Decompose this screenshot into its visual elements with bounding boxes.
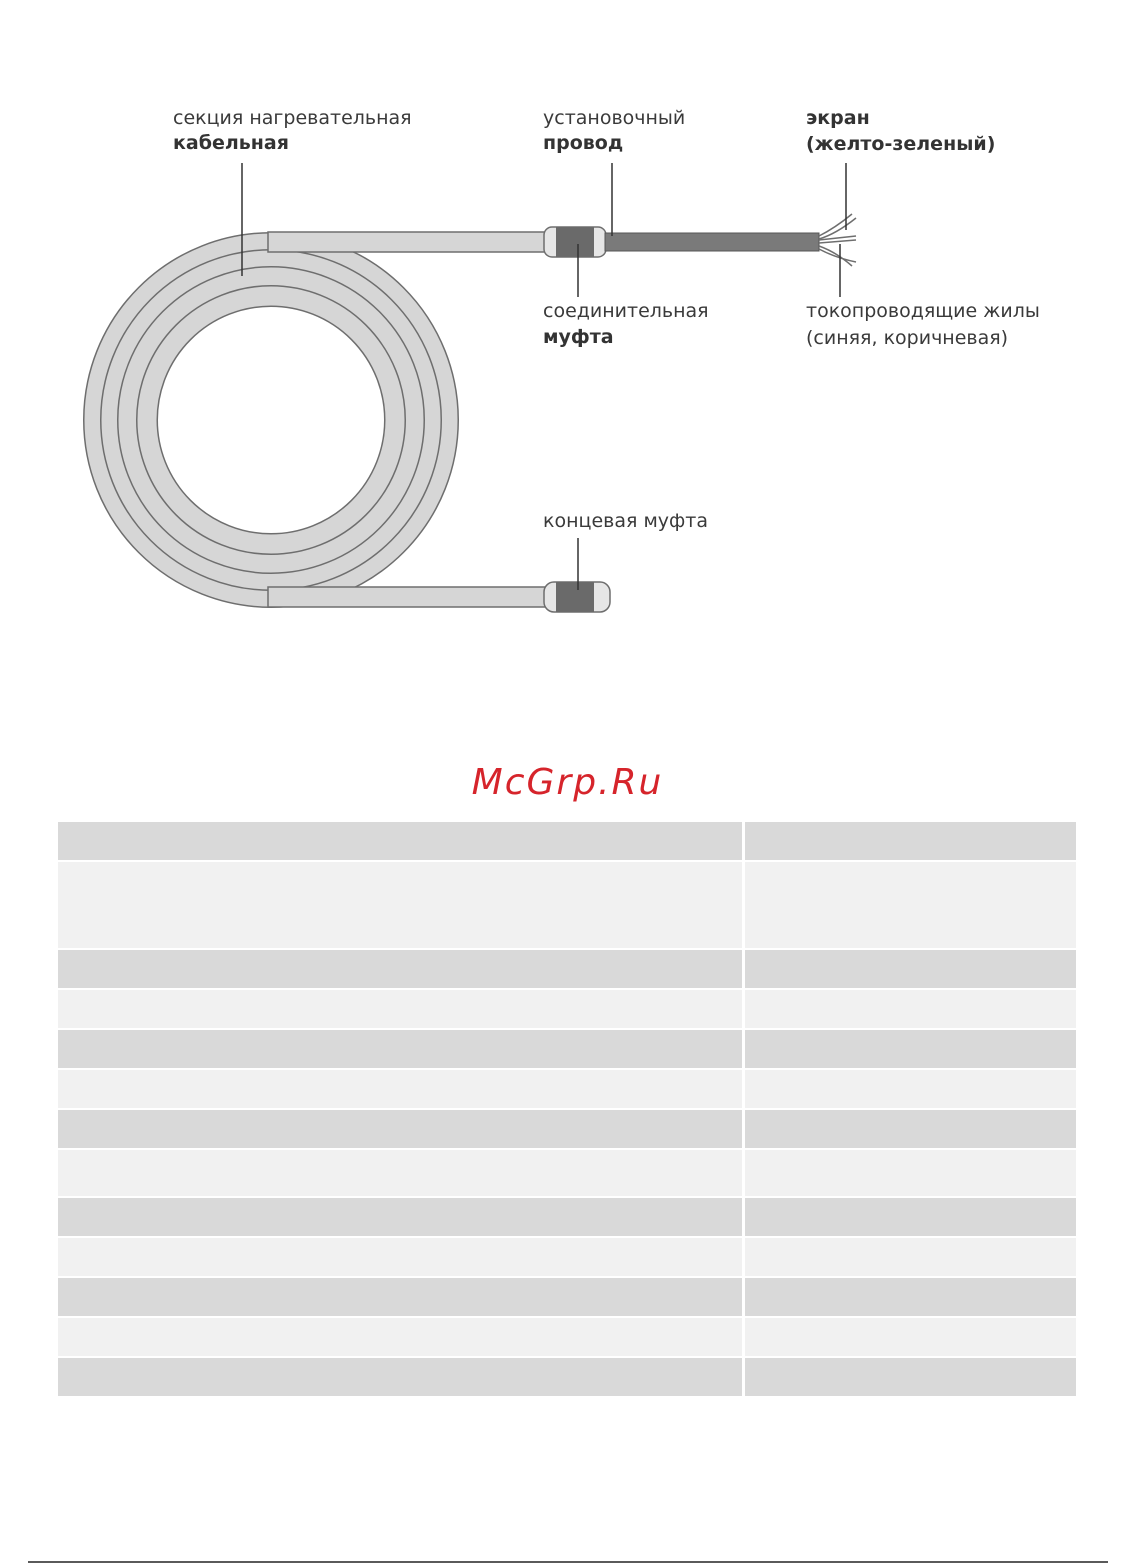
label-wire-line2: провод bbox=[543, 132, 624, 154]
heating-cable-diagram bbox=[0, 0, 1135, 700]
watermark: McGrp.Ru bbox=[471, 762, 664, 803]
label-coupling-line1: соединительная bbox=[543, 300, 709, 322]
table-cell-parameter bbox=[58, 822, 745, 862]
table-cell-value bbox=[745, 822, 1076, 862]
table-cell-parameter bbox=[58, 1358, 745, 1398]
table-cell-value bbox=[745, 1318, 1076, 1358]
installation-wire bbox=[605, 233, 819, 251]
label-screen-line1: экран bbox=[806, 107, 870, 129]
table-cell-value bbox=[745, 1358, 1076, 1398]
table-row bbox=[58, 1318, 1076, 1358]
table-cell-value bbox=[745, 950, 1076, 990]
table-row bbox=[58, 1150, 1076, 1198]
table-row bbox=[58, 1030, 1076, 1070]
table-cell-value bbox=[745, 1238, 1076, 1278]
spec-table bbox=[58, 822, 1076, 1398]
label-end-coupling: концевая муфта bbox=[543, 510, 708, 532]
conductor-ends bbox=[819, 214, 856, 266]
table-cell-parameter bbox=[58, 1318, 745, 1358]
label-conductors-line2: (синяя, коричневая) bbox=[806, 327, 1009, 349]
table-cell-parameter bbox=[58, 1278, 745, 1318]
table-row bbox=[58, 1110, 1076, 1150]
table-cell-value bbox=[745, 1150, 1076, 1198]
table-cell-value bbox=[745, 990, 1076, 1030]
table-cell-parameter bbox=[58, 1238, 745, 1278]
cable-coil bbox=[96, 245, 446, 595]
label-screen-line2: (желто-зеленый) bbox=[806, 133, 996, 155]
table-cell-parameter bbox=[58, 1150, 745, 1198]
table-cell-parameter bbox=[58, 1198, 745, 1238]
table-cell-value bbox=[745, 1278, 1076, 1318]
table-row bbox=[58, 1198, 1076, 1238]
table-row bbox=[58, 1238, 1076, 1278]
table-cell-value bbox=[745, 1198, 1076, 1238]
table-cell-value bbox=[745, 1110, 1076, 1150]
label-conductors-line1: токопроводящие жилы bbox=[806, 300, 1040, 322]
table-cell-parameter bbox=[58, 1110, 745, 1150]
cable-bottom-leg bbox=[268, 587, 550, 607]
table-cell-value bbox=[745, 1070, 1076, 1110]
table-cell-value bbox=[745, 862, 1076, 950]
label-section-line1: секция нагревательная bbox=[173, 107, 412, 129]
bottom-rule bbox=[28, 1561, 1108, 1563]
table-cell-parameter bbox=[58, 1030, 745, 1070]
table-row bbox=[58, 862, 1076, 950]
table-row bbox=[58, 990, 1076, 1030]
table-row bbox=[58, 1070, 1076, 1110]
label-section-line2: кабельная bbox=[173, 132, 289, 154]
table-cell-parameter bbox=[58, 990, 745, 1030]
table-row bbox=[58, 822, 1076, 862]
table-cell-parameter bbox=[58, 950, 745, 990]
label-wire-line1: установочный bbox=[543, 107, 686, 129]
cable-top-leg bbox=[268, 232, 550, 252]
connecting-coupling bbox=[544, 227, 606, 257]
spec-table-body bbox=[58, 822, 1076, 1398]
label-coupling-line2: муфта bbox=[543, 326, 614, 348]
table-row bbox=[58, 1278, 1076, 1318]
table-row bbox=[58, 1358, 1076, 1398]
table-cell-value bbox=[745, 1030, 1076, 1070]
table-cell-parameter bbox=[58, 862, 745, 950]
table-cell-parameter bbox=[58, 1070, 745, 1110]
table-row bbox=[58, 950, 1076, 990]
end-coupling bbox=[544, 582, 610, 612]
